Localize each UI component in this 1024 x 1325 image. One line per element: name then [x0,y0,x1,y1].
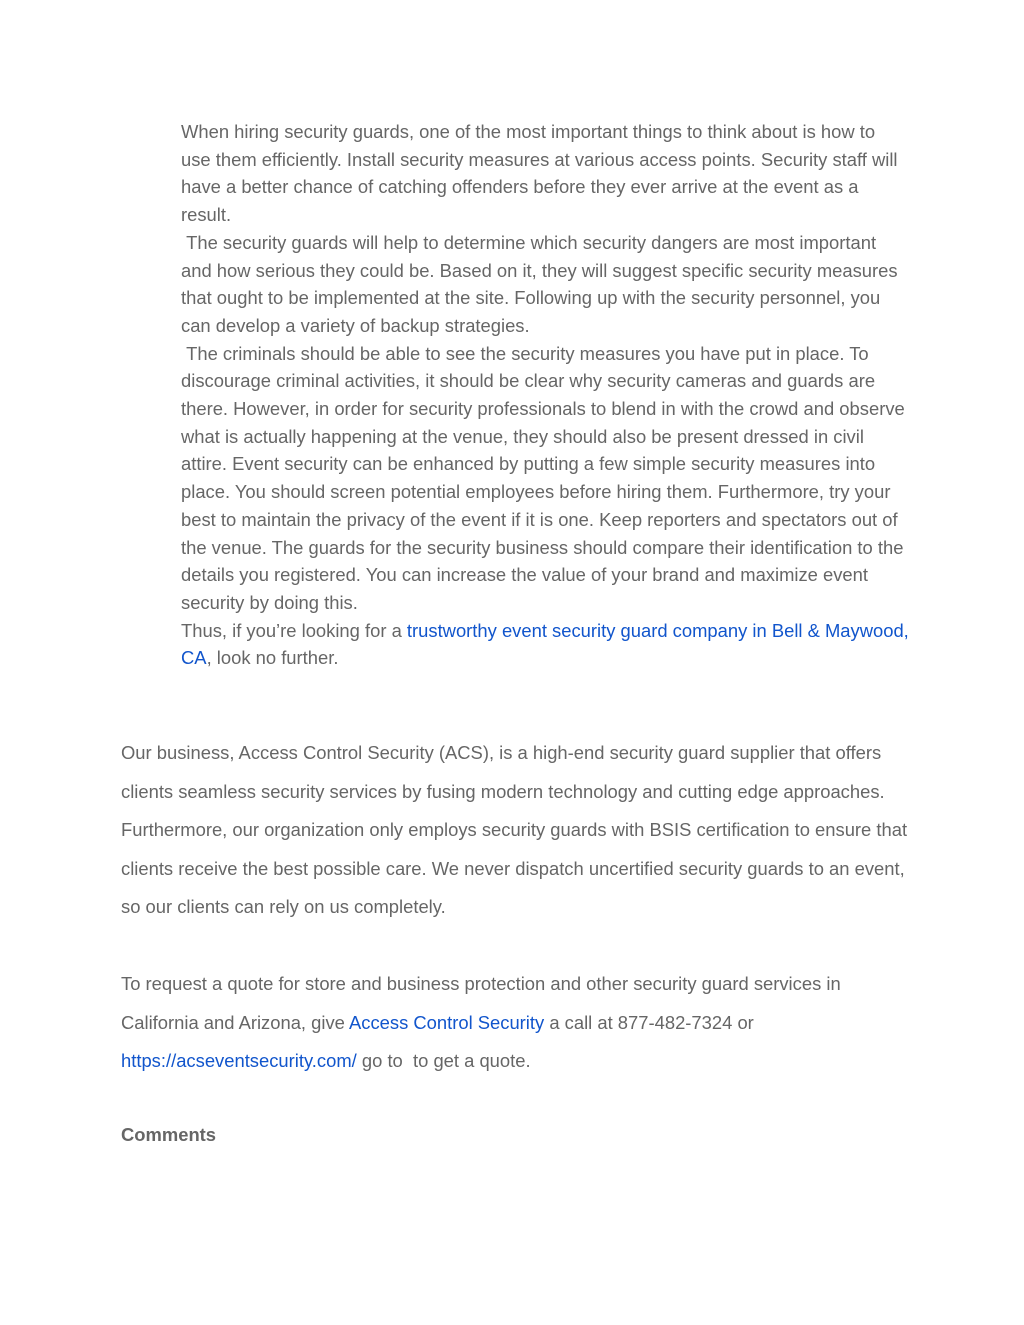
paragraph-about-acs: Our business, Access Control Security (ACS), is a high-end security guard supplier that offers clients seamless security services by fusing modern technology and cutting edge approaches. Furthermore, our organization only employs security guards with BSIS certification to ensure that clients receive the best possible care. We never dispatch uncertified security guards to an event, so our clients can rely on us completely. [121,742,908,917]
paragraph-hiring-guards: When hiring security guards, one of the most important things to think about is how to use them efficiently. Install security measures at various access points. Security staff will have a better chance of catching offenders before they ever arrive at the event as a result. [181,121,898,226]
paragraph-visible-measures: The criminals should be able to see the security measures you have put in place. To discourage criminal activities, it should be clear why security cameras and guards are there. However, in order for security professionals to blend in with the crowd and observe what is actually happening at the venue, they should also be present dressed in civil attire. Event security can be enhanced by putting a few simple security measures into place. You should screen potential employees before hiring them. Furthermore, try your best to maintain the privacy of the event if it is one. Keep reporters and spectators out of the venue. The guards for the security business should compare their identification to the details you registered. You can increase the value of your brand and maximize event security by doing this. [181,342,905,613]
look-no-further-text-end: , look no further. [206,647,339,669]
quote-text-end: go to to get a quote. [356,1050,531,1071]
quote-text-start: To request a quote for store and business protection and other security guard services in California and Arizona, give [121,973,841,1033]
paragraph-request-quote [121,965,921,1081]
comments-heading: Comments [121,1124,217,1145]
quote-text-phone: a call at 877-482-7324 or [544,1011,754,1033]
look-no-further-text-start: Thus, if you’re looking for a [181,619,407,641]
paragraph-security-dangers: The security guards will help to determine which security dangers are most important and how serious they could be. Based on it, they will suggest specific security measures that ought to be implemented at the site. Following up with the security personnel, you can develop a variety of backup strategies. [181,231,898,336]
trustworthy-company-link[interactable]: trustworthy event security guard company in Bell & Maywood, CA [181,619,909,669]
indented-article-section [181,118,909,672]
quote-request-section [121,965,921,1081]
paragraph-look-no-further [181,617,909,672]
access-control-security-link[interactable]: Access Control Security [348,1011,545,1033]
website-link[interactable]: https://acseventsecurity.com/ [121,1050,357,1071]
acs-about-section [121,734,921,927]
